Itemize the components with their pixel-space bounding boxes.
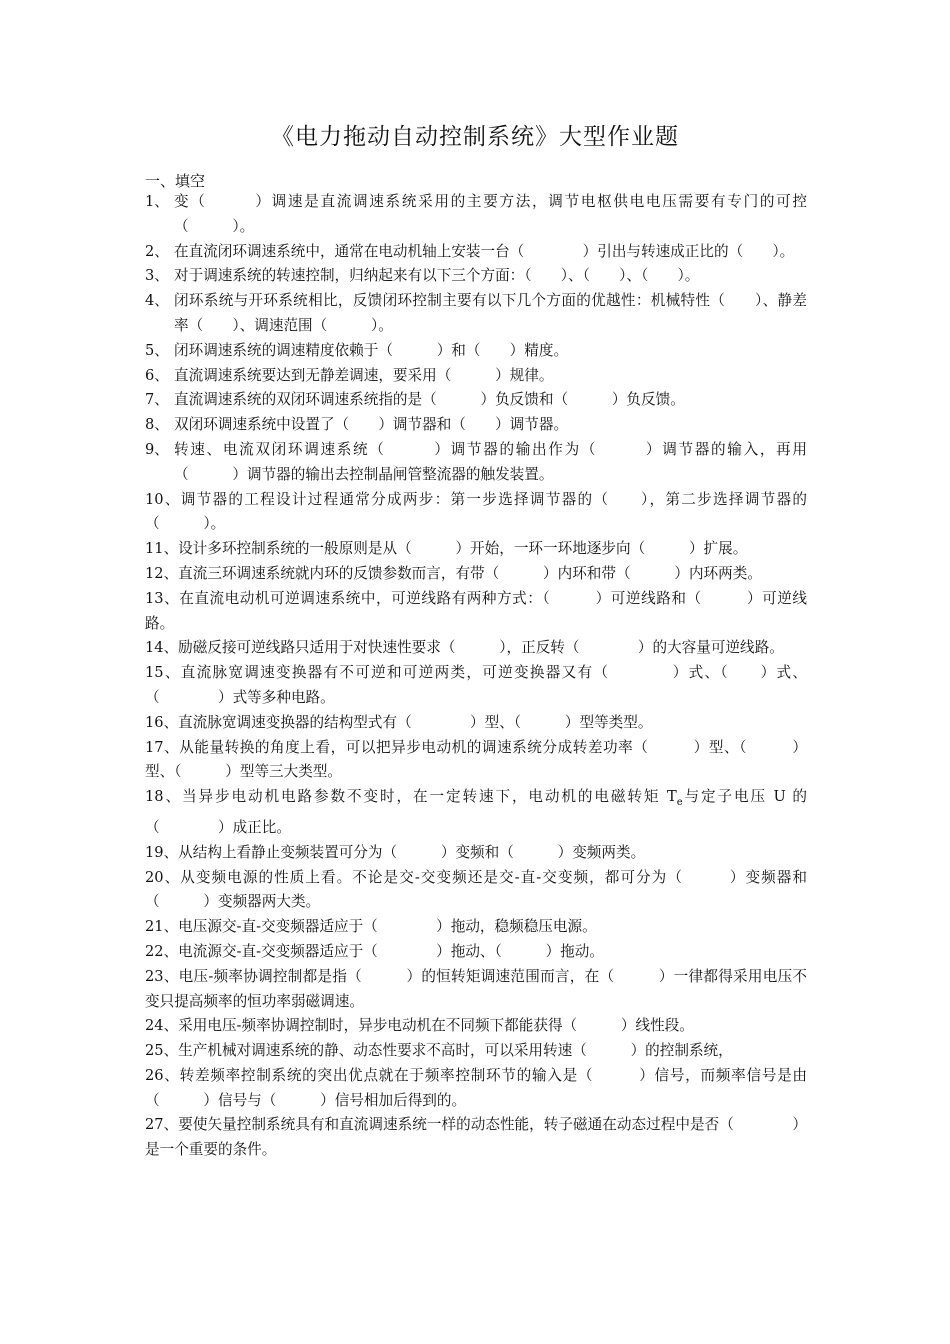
question-item: 12、直流三环调速系统就内环的反馈参数而言，有带（ ）内环和带（ ）内环两类。 <box>145 564 762 582</box>
question-list <box>145 190 807 1163</box>
question-item: 10、调节器的工程设计过程通常分成两步：第一步选择调节器的（ ），第二步选择调节器的（ ）。 <box>145 490 807 533</box>
question-item: 5、 闭环调速系统的调速精度依赖于（ ）和（ ）精度。 <box>145 341 569 359</box>
question-item: 8、 双闭环调速系统中设置了（ ）调节器和（ ）调节器。 <box>145 416 569 434</box>
question-item: 11、设计多环控制系统的一般原则是从（ ）开始，一环一环地逐步向（ ）扩展。 <box>145 540 748 558</box>
document-title: 《电力拖动自动控制系统》大型作业题 <box>271 124 679 150</box>
question-item: 1、 变（ ）调速是直流调速系统采用的主要方法，调节电枢供电电压需要有专门的可控（ ）。 <box>145 193 807 235</box>
question-item: 2、 在直流闭环调速系统中，通常在电动机轴上安装一台（ ）引出与转速成正比的（ ）。 <box>145 242 795 260</box>
question-item: 18、当异步电动机电路参数不变时，在一定转速下，电动机的电磁转矩 $T_e$与定子电压 U 的（ ）成正比。 <box>145 788 807 836</box>
question-item: 23、电压-频率协调控制都是指（ ）的恒转矩调速范围而言，在（ ）一律都得采用电压不变只提高频率的恒功率弱磁调速。 <box>145 967 807 1010</box>
question-item: 14、励磁反接可逆线路只适用于对快速性要求（ ），正反转（ ）的大容量可逆线路。 <box>145 639 784 657</box>
question-item: 7、 直流调速系统的双闭环调速系统指的是（ ）负反馈和（ ）负反馈。 <box>145 391 685 409</box>
question-item: 3、 对于调速系统的转速控制，归纳起来有以下三个方面：（ ）、（ ）、（ ）。 <box>145 267 700 285</box>
question-item: 4、 闭环系统与开环系统相比，反馈闭环控制主要有以下几个方面的优越性：机械特性（ ）、静差率（ ）、调速范围（ ）。 <box>145 292 807 334</box>
question-item: 19、从结构上看静止变频装置可分为（ ）变频和（ ）变频两类。 <box>145 843 646 861</box>
question-item: 22、电流源交-直-交变频器适应于（ ）拖动、（ ）拖动。 <box>145 942 604 960</box>
question-item: 25、生产机械对调速系统的静、动态性要求不高时，可以采用转速（ ）的控制系统， <box>145 1042 733 1060</box>
question-item: 20、从变频电源的性质上看。不论是交-交变频还是交-直-交变频，都可分为（ ）变频器和（ ）变频器两大类。 <box>145 868 808 911</box>
question-item: 16、直流脉宽调速变换器的结构型式有（ ）型、（ ）型等类型。 <box>145 713 653 731</box>
question-item: 15、直流脉宽调速变换器有不可逆和可逆两类，可逆变换器又有（ ）式、（ ）式、（ ）式等多种电路。 <box>145 664 807 706</box>
question-item: 17、从能量转换的角度上看，可以把异步电动机的调速系统分成转差功率（ ）型、（ ）型、（ ）型等三大类型。 <box>145 738 807 781</box>
question-item: 6、 直流调速系统要达到无静差调速，要采用（ ）规律。 <box>145 366 554 384</box>
section-heading: 一、填空 <box>145 172 206 190</box>
question-item: 27、要使矢量控制系统具有和直流调速系统一样的动态性能，转子磁通在动态过程中是否（ ）是一个重要的条件。 <box>145 1116 807 1159</box>
question-item: 13、在直流电动机可逆调速系统中，可逆线路有两种方式：（ ）可逆线路和（ ）可逆线路。 <box>145 589 807 632</box>
question-item: 21、电压源交-直-交变频器适应于（ ）拖动，稳频稳压电源。 <box>145 918 597 936</box>
question-item: 24、采用电压-频率协调控制时，异步电动机在不同频下都能获得（ ）线性段。 <box>145 1017 694 1035</box>
question-item: 9、 转速、电流双闭环调速系统（ ）调节器的输出作为（ ）调节器的输入，再用（ ）调节器的输出去控制晶闸管整流器的触发装置。 <box>145 440 807 483</box>
question-item: 26、转差频率控制系统的突出优点就在于频率控制环节的输入是（ ）信号，而频率信号是由（ ）信号与（ ）信号相加后得到的。 <box>145 1066 807 1109</box>
subscript: e <box>676 797 683 809</box>
